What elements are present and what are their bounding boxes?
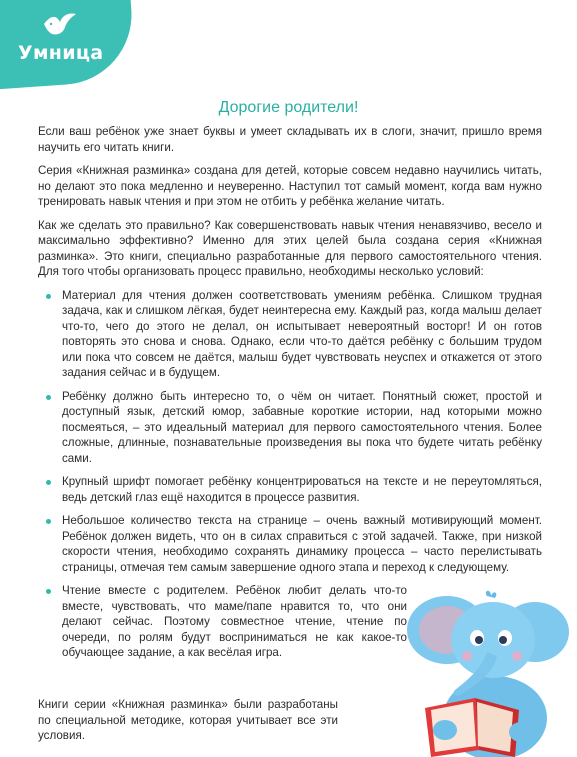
bullet-icon [46, 395, 51, 400]
list-item: Ребёнку должно быть интересно то, о чём он читает. Понятный сюжет, простой и доступный язык, детский юмор, забавные короткие истории, над которыми можно посмеяться, – это идеальный материал для первого самостоятельного чтения. Более сложные, длинные, познавательные произведения вы пока что будете читать ребёнку сами. [38, 389, 542, 467]
list-item: Материал для чтения должен соответствовать умениям ребёнка. Слишком трудная задача, как и слишком лёгкая, будет неинтересна ему. Каждый раз, когда малыш делает что-то, чего до этого не делал, он испытывает невероятный восторг! И он готов повторять это снова и снова. Однако, если что-то даётся ребёнку с большим трудом или пока что совсем не даётся, малыш будет чувствовать неуспех и откажется от этого задания сейчас и в будущем. [38, 288, 542, 381]
bird-icon [40, 10, 80, 40]
bullet-icon [46, 589, 51, 594]
paragraph: Как же сделать это правильно? Как совершенствовать навык чтения ненавязчиво, весело и максимально эффективно? Именно для этих целей была создана серия «Книжная разминка». Это книги, специально разработанные для первого самостоятельного чтения. Для того чтобы организовать процесс правильно, необходимы несколько условий: [38, 218, 542, 278]
paragraph: Если ваш ребёнок уже знает буквы и умеет складывать их в слоги, значит, пришло время научить его читать книги. [38, 125, 542, 154]
paragraph: Серия «Книжная разминка» создана для детей, которые совсем недавно научились читать, но делают это пока медленно и неуверенно. Наступил тот самый момент, когда вам нужно тренировать навык чтения и при этом не отбить у ребёнка желание читать. [38, 164, 542, 208]
bullet-icon [46, 519, 51, 524]
main-text [38, 124, 542, 669]
page-title: Дорогие родители! [218, 99, 359, 116]
brand-name: Умница [18, 42, 104, 64]
bullet-icon [46, 294, 51, 299]
bullet-icon [46, 480, 51, 485]
list-item: Небольшое количество текста на странице – очень важный мотивирующий момент. Ребёнок должен видеть, что он в силах справиться с этой задачей. Также, при низкой скорости чтения, необходимо сохранять динамику процесса – часто перелистывать страницы, отмечая тем самым завершение одного этапа и переход к следующему. [38, 513, 542, 575]
list-item: Крупный шрифт помогает ребёнку концентрироваться на тексте и не переутомляться, ведь детский глаз ещё находится в процессе развития. [38, 474, 542, 505]
list-item: Чтение вместе с родителем. Ребёнок любит делать что-то вместе, чувствовать, что маме/папе нравится то, что они делают сейчас. Поэтому совместное чтение, чтение по очереди, по ролям будут восприниматься не как какое-то обучающее задание, а как весёлая игра. [38, 583, 407, 661]
brand-logo [0, 0, 140, 90]
elephant-illustration [395, 590, 577, 757]
closing-paragraph: Книги серии «Книжная разминка» были разработаны по специальной методике, которая учитывает все эти условия. [38, 698, 338, 742]
